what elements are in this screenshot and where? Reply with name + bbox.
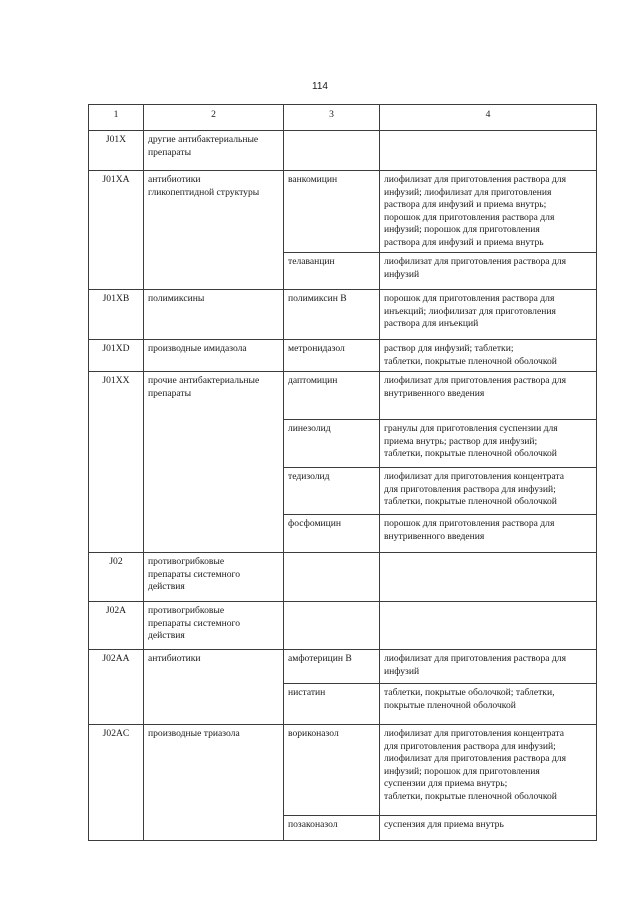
empty-form-cell	[380, 602, 597, 650]
drug-name-cell: линезолид	[284, 420, 380, 468]
drug-table	[88, 104, 597, 841]
atc-code-cell: J01XA	[89, 171, 144, 290]
dosage-form-cell-line: инфузий; порошок для приготовления	[384, 765, 540, 777]
group-name-cell	[144, 372, 284, 553]
dosage-form-cell-line: суспензия для приема внутрь	[384, 819, 504, 830]
column-header-3: 3	[284, 105, 380, 131]
drug-name-cell: вориконазол	[284, 725, 380, 816]
dosage-form-cell-line: порошок для приготовления раствора для	[384, 518, 555, 529]
dosage-form-cell-line: внутривенного введения	[384, 530, 485, 542]
atc-code-cell: J02AA	[89, 650, 144, 725]
atc-code-cell: J02A	[89, 602, 144, 650]
dosage-form-cell-line: таблетки, покрытые пленочной оболочкой	[384, 496, 557, 507]
dosage-form-cell-line: приема внутрь; раствор для инфузий;	[384, 435, 538, 447]
group-name-cell-line: антибиотики	[148, 653, 201, 664]
group-name-cell-line: противогрибковые	[148, 605, 225, 616]
atc-code-cell: J02	[89, 553, 144, 602]
group-name-cell-line: другие антибактериальные	[148, 134, 259, 145]
dosage-form-cell	[380, 650, 597, 684]
group-name-cell	[144, 553, 284, 602]
table-row	[89, 553, 597, 602]
dosage-form-cell	[380, 468, 597, 515]
table-row	[89, 340, 597, 372]
group-name-cell-line: препараты	[148, 387, 192, 399]
atc-code-cell: J01XB	[89, 290, 144, 340]
dosage-form-cell-line: лиофилизат для приготовления раствора для	[384, 375, 566, 386]
group-name-cell-line: препараты системного	[148, 568, 241, 580]
group-name-cell-line: антибиотики	[148, 174, 201, 185]
dosage-form-cell-line: лиофилизат для приготовления концентрата	[384, 471, 564, 482]
dosage-form-cell-line: инъекций; лиофилизат для приготовления	[384, 305, 556, 317]
drug-name-cell: амфотерицин В	[284, 650, 380, 684]
drug-name-cell: ванкомицин	[284, 171, 380, 253]
drug-name-cell: полимиксин В	[284, 290, 380, 340]
dosage-form-cell-line: таблетки, покрытые пленочной оболочкой	[384, 355, 557, 367]
dosage-form-cell	[380, 816, 597, 841]
drug-name-cell: даптомицин	[284, 372, 380, 420]
dosage-form-cell-line: порошок для приготовления раствора для	[384, 211, 555, 223]
dosage-form-cell-line: порошок для приготовления раствора для	[384, 293, 555, 304]
table-row	[89, 290, 597, 340]
dosage-form-cell-line: лиофилизат для приготовления раствора для	[384, 174, 566, 185]
dosage-form-cell	[380, 171, 597, 253]
group-name-cell	[144, 725, 284, 841]
group-name-cell	[144, 602, 284, 650]
drug-name-cell: тедизолид	[284, 468, 380, 515]
empty-drug-cell	[284, 602, 380, 650]
drug-name-cell: фосфомицин	[284, 515, 380, 553]
drug-name-cell: метронидазол	[284, 340, 380, 372]
group-name-cell	[144, 171, 284, 290]
dosage-form-cell-line: инфузий	[384, 268, 420, 280]
atc-code-cell: J02AC	[89, 725, 144, 841]
dosage-form-cell-line: покрытые пленочной оболочкой	[384, 699, 516, 711]
dosage-form-cell-line: таблетки, покрытые пленочной оболочкой	[384, 448, 557, 459]
dosage-form-cell-line: инфузий	[384, 665, 420, 677]
dosage-form-cell-line: лиофилизат для приготовления раствора для	[384, 256, 566, 267]
dosage-form-cell-line: для приготовления раствора для инфузий;	[384, 740, 556, 752]
dosage-form-cell-line: лиофилизат для приготовления концентрата	[384, 728, 564, 739]
group-name-cell-line: препараты	[148, 146, 192, 158]
dosage-form-cell-line: гранулы для приготовления суспензии для	[384, 423, 558, 434]
dosage-form-cell-line: лиофилизат для приготовления раствора для	[384, 653, 566, 664]
drug-name-cell: позаконазол	[284, 816, 380, 841]
group-name-cell-line: прочие антибактериальные	[148, 375, 260, 386]
table-row	[89, 725, 597, 816]
dosage-form-cell-line: для приготовления раствора для инфузий;	[384, 483, 556, 495]
table-row	[89, 372, 597, 420]
dosage-form-cell-line: таблетки, покрытые пленочной оболочкой	[384, 790, 557, 802]
dosage-form-cell-line: таблетки, покрытые оболочкой; таблетки,	[384, 687, 555, 698]
dosage-form-cell	[380, 340, 597, 372]
dosage-form-cell	[380, 253, 597, 290]
table-row	[89, 131, 597, 171]
group-name-cell-line: действия	[148, 581, 185, 592]
group-name-cell	[144, 290, 284, 340]
column-header-2: 2	[144, 105, 284, 131]
column-header-1: 1	[89, 105, 144, 131]
atc-code-cell: J01XD	[89, 340, 144, 372]
dosage-form-cell	[380, 684, 597, 725]
group-name-cell	[144, 131, 284, 171]
header-row	[89, 105, 597, 131]
group-name-cell-line: противогрибковые	[148, 556, 225, 567]
dosage-form-cell	[380, 372, 597, 420]
group-name-cell-line: производные имидазола	[148, 343, 247, 354]
dosage-form-cell-line: инфузий; лиофилизат для приготовления	[384, 186, 552, 198]
table-row	[89, 650, 597, 684]
dosage-form-cell	[380, 290, 597, 340]
dosage-form-cell-line: раствор для инфузий; таблетки;	[384, 343, 514, 354]
atc-code-cell: J01X	[89, 131, 144, 171]
empty-form-cell	[380, 131, 597, 171]
group-name-cell	[144, 340, 284, 372]
empty-drug-cell	[284, 131, 380, 171]
dosage-form-cell-line: лиофилизат для приготовления раствора для	[384, 753, 566, 764]
dosage-form-cell-line: раствора для инфузий и приема внутрь;	[384, 199, 547, 210]
empty-drug-cell	[284, 553, 380, 602]
dosage-form-cell-line: раствора для инфузий и приема внутрь	[384, 236, 544, 248]
dosage-form-cell-line: суспензии для приема внутрь;	[384, 778, 508, 789]
dosage-form-cell-line: внутривенного введения	[384, 387, 485, 399]
dosage-form-cell	[380, 420, 597, 468]
dosage-form-cell	[380, 725, 597, 816]
table-body	[89, 131, 597, 841]
dosage-form-cell-line: раствора для инъекций	[384, 318, 479, 329]
atc-code-cell: J01XX	[89, 372, 144, 553]
group-name-cell-line: производные триазола	[148, 728, 240, 739]
group-name-cell-line: препараты системного	[148, 617, 241, 629]
group-name-cell-line: гликопептидной структуры	[148, 186, 260, 198]
group-name-cell	[144, 650, 284, 725]
dosage-form-cell	[380, 515, 597, 553]
group-name-cell-line: полимиксины	[148, 293, 205, 304]
empty-form-cell	[380, 553, 597, 602]
drug-name-cell: телаванцин	[284, 253, 380, 290]
page-number: 114	[312, 81, 328, 92]
drug-name-cell: нистатин	[284, 684, 380, 725]
table-row	[89, 602, 597, 650]
column-header-4: 4	[380, 105, 597, 131]
table-row	[89, 171, 597, 253]
dosage-form-cell-line: инфузий; порошок для приготовления	[384, 224, 540, 235]
group-name-cell-line: действия	[148, 630, 185, 641]
